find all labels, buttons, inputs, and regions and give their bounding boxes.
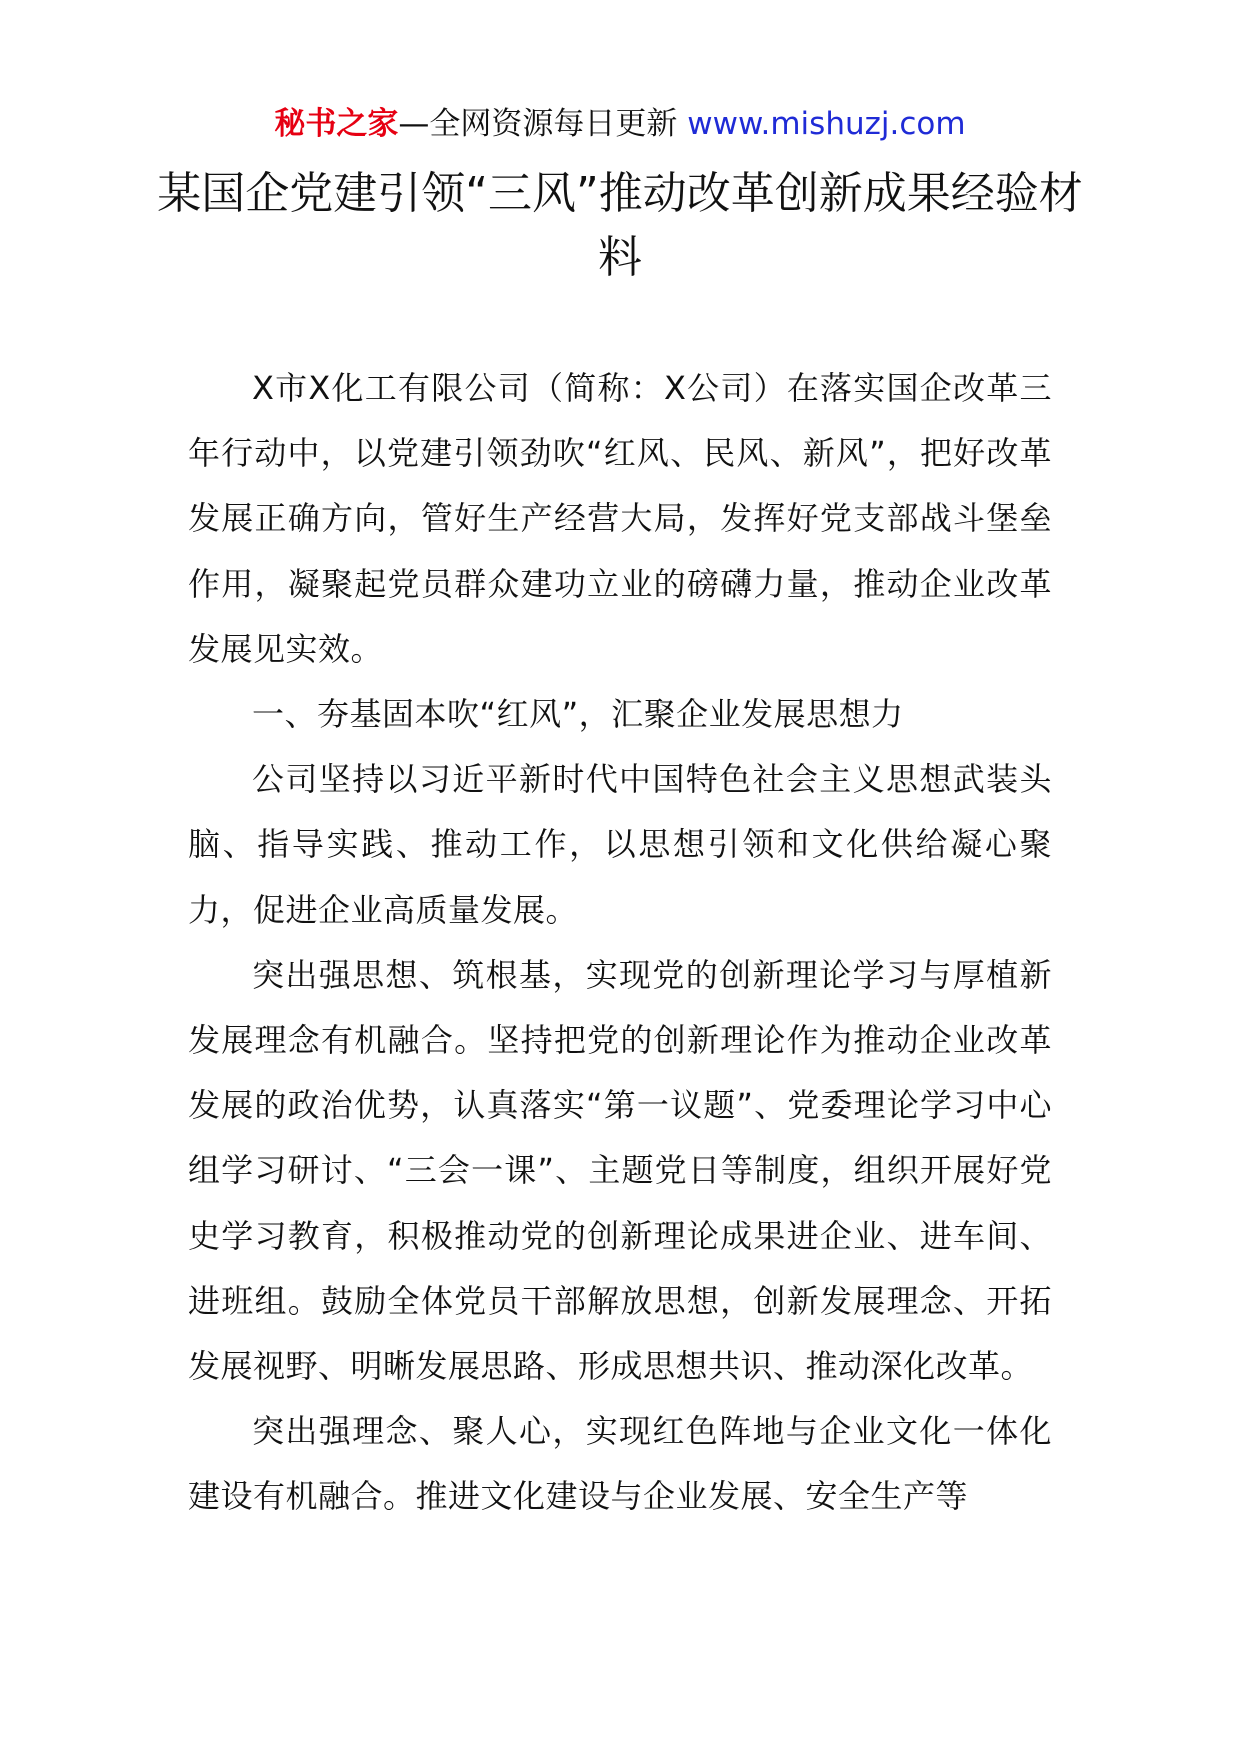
site-link[interactable]: www.mishuzj.com	[687, 106, 966, 142]
intro-paragraph: X市X化工有限公司（简称：X公司）在落实国企改革三年行动中，以党建引领劲吹“红风、民风、新风”，把好改革发展正确方向，管好生产经营大局，发挥好党支部战斗堡垒作用，凝聚起党员群众建功立业的磅礴力量，推动企业改革发展见实效。	[188, 369, 1052, 668]
document-title: 某国企党建引领“三风”推动改革创新成果经验材料	[157, 168, 1083, 283]
watermark-header	[0, 102, 1240, 146]
body-paragraph: 突出强理念、聚人心，实现红色阵地与企业文化一体化建设有机融合。推进文化建设与企业发展、安全生产等	[188, 1412, 1052, 1516]
brand-name: 秘书之家	[274, 106, 399, 142]
body-paragraph: 公司坚持以习近平新时代中国特色社会主义思想武装头脑、指导实践、推动工作，以思想引领和文化供给凝心聚力，促进企业高质量发展。	[188, 760, 1052, 929]
body-paragraph: 突出强思想、筑根基，实现党的创新理论学习与厚植新发展理念有机融合。坚持把党的创新理论作为推动企业改革发展的政治优势，认真落实“第一议题”、党委理论学习中心组学习研讨、“三会一课”、主题党日等制度，组织开展好党史学习教育，积极推动党的创新理论成果进企业、进车间、进班组。鼓励全体党员干部解放思想，创新发展理念、开拓发展视野、明晰发展思路、形成思想共识、推动深化改革。	[188, 955, 1052, 1386]
header-tagline: —全网资源每日更新	[398, 106, 688, 142]
document-body	[188, 356, 1052, 1530]
section-heading: 一、夯基固本吹“红风”，汇聚企业发展思想力	[252, 695, 904, 734]
